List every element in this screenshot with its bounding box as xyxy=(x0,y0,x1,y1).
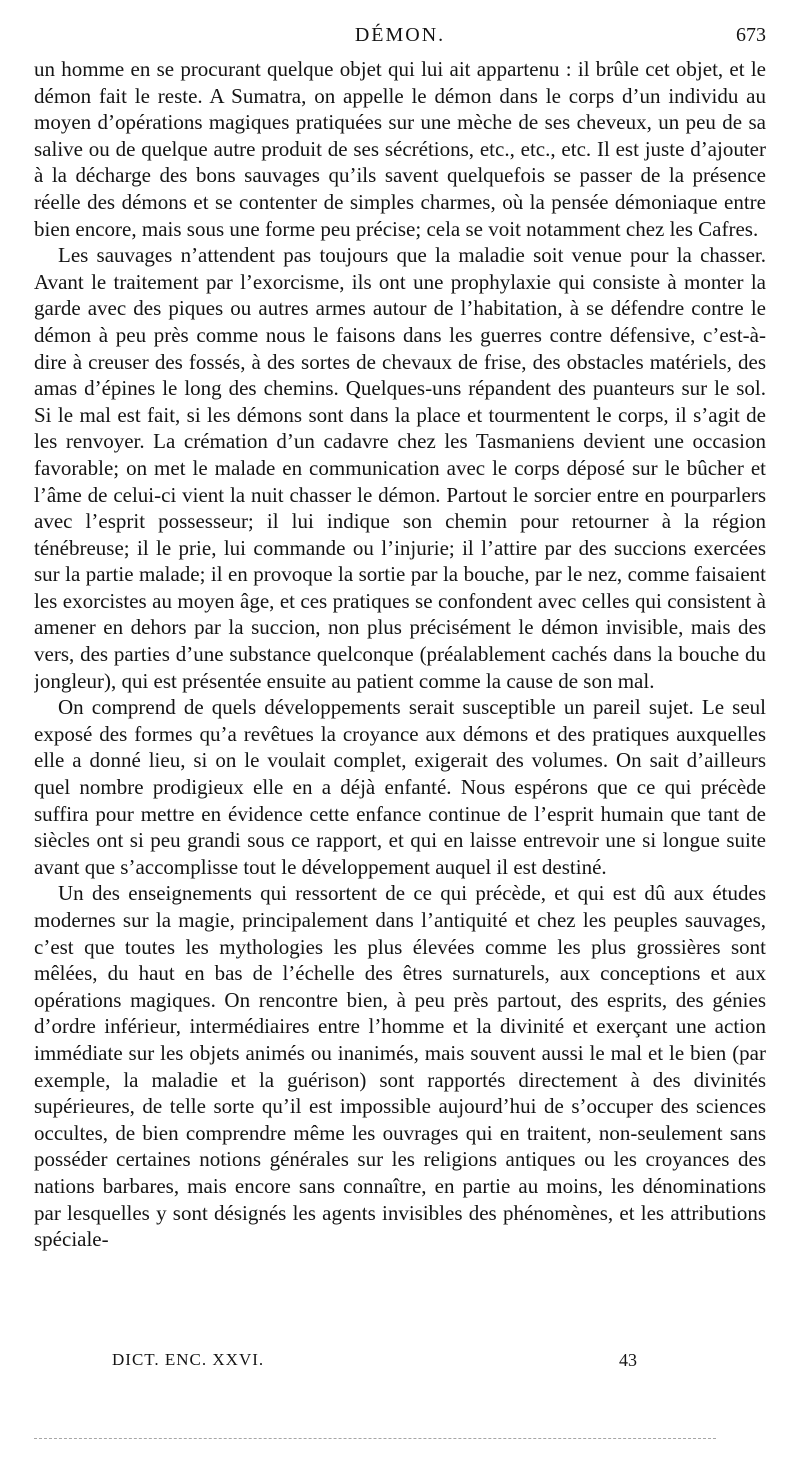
paragraph-2: Les sauvages n’attendent pas toujours que la maladie soit venue pour la chasser. Avant le traitement par l’exorcisme, ils ont une prophylaxie qui consiste à monter la garde avec des piques ou autres armes autour de l’habitation, à se défendre contre le démon à peu près comme nous le faisons dans les guerres contre défensive, c’est-à-dire à creuser des fossés, à des sortes de chevaux de frise, des obstacles matériels, des amas d’épines le long des chemins. Quelques-uns répandent des puanteurs sur le sol. Si le mal est fait, si les démons sont dans la place et tourmentent le corps, il s’agit de les renvoyer. La crémation d’un cadavre chez les Tasmaniens devient une occasion favorable; on met le malade en communication avec le corps déposé sur le bûcher et l’âme de celui-ci vient la nuit chasser le démon. Partout le sorcier entre en pourparlers avec l’esprit possesseur; il lui indique son chemin pour retourner à la région ténébreuse; il le prie, lui commande ou l’injurie; il l’attire par des succions exercées sur la partie malade; il en provoque la sortie par la bouche, par le nez, comme faisaient les exorcistes au moyen âge, et ces pratiques se confondent avec celles qui consistent à amener en dehors par la succion, non plus précisément le démon invisible, mais des vers, des parties d’une substance quelconque (préalablement cachés dans la bouche du jongleur), qui est présentée ensuite au patient comme la cause de son mal. xyxy=(34,243,766,693)
page-header xyxy=(34,24,766,58)
signature-number: 43 xyxy=(619,1350,637,1370)
page-footer xyxy=(34,1350,766,1384)
running-title: DÉMON. xyxy=(354,24,446,46)
article-body xyxy=(34,56,766,1346)
paragraph-1: un homme en se procurant quelque objet qui lui ait appartenu : il brûle cet objet, et le démon fait le reste. A Sumatra, on appelle le démon dans le corps d’un individu au moyen d’opérations magiques pratiquées sur une mèche de ses cheveux, un peu de sa salive ou de quelque autre produit de ses sécrétions, etc., etc., etc. Il est juste d’ajouter à la décharge des bons sauvages qu’ils savent quelquefois se passer de la présence réelle des démons et se contenter de simples charmes, où la pensée démoniaque entre bien encore, mais sous une forme peu précise; cela se voit notamment chez les Cafres. xyxy=(34,57,766,241)
page-number: 673 xyxy=(736,24,766,46)
bottom-scan-line xyxy=(34,1438,716,1439)
paragraph-4: Un des enseignements qui ressortent de ce qui précède, et qui est dû aux études modernes sur la magie, principalement dans l’antiquité et chez les peuples sauvages, c’est que toutes les mythologies les plus élevées comme les plus grossières sont mêlées, du haut en bas de l’échelle des êtres surnaturels, aux conceptions et aux opérations magiques. On rencontre bien, à peu près partout, des esprits, des génies d’ordre inférieur, intermédiaires entre l’homme et la divinité et exerçant une action immédiate sur les objets animés ou inanimés, mais souvent aussi le mal et le bien (par exemple, la maladie et la guérison) sont rapportés directement à des divinités supérieures, de telle sorte qu’il est impossible aujourd’hui de s’occuper des sciences occultes, de bien comprendre même les ouvrages qui en traitent, non-seulement sans posséder certaines notions générales sur les religions antiques ou les croyances des nations barbares, mais encore sans connaître, en partie au moins, les dénominations par lesquelles y sont désignés les agents invisibles des phénomènes, et les attributions spéciale- xyxy=(34,881,766,1252)
printer-signature: DICT. ENC. XXVI. xyxy=(112,1350,265,1369)
paragraph-3: On comprend de quels développements serait susceptible un pareil sujet. Le seul exposé des formes qu’a revêtues la croyance aux démons et des pratiques auxquelles elle a donné lieu, si on le voulait complet, exigerait des volumes. On sait d’ailleurs quel nombre prodigieux elle en a déjà enfanté. Nous espérons que ce qui précède suffira pour mettre en évidence cette enfance continue de l’esprit humain que tant de siècles ont si peu grandi sous ce rapport, et qui en laisse entrevoir une si longue suite avant que s’accomplisse tout le développement auquel il est destiné. xyxy=(34,695,766,879)
